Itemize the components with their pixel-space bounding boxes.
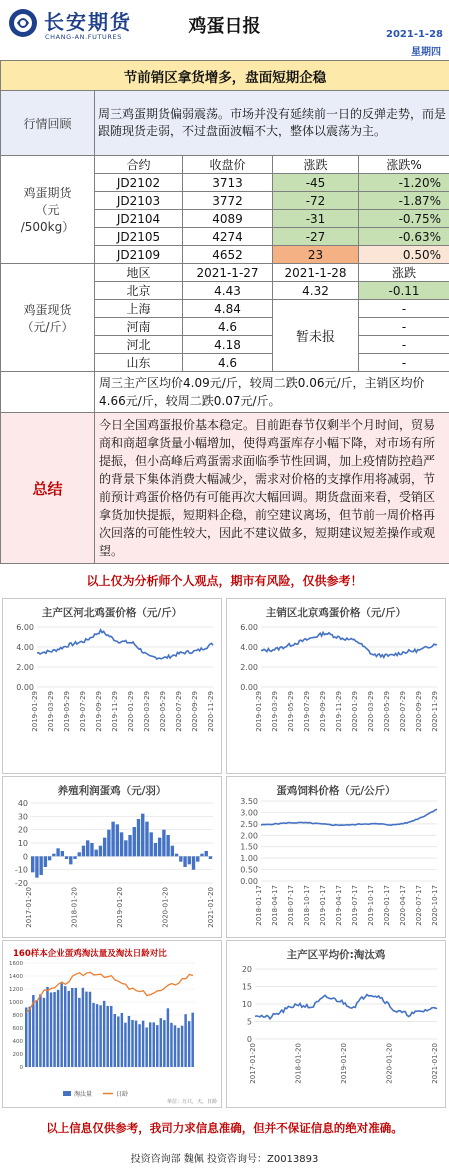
col-close: 收盘价	[183, 156, 273, 174]
analyst-disclaimer: 以上仅为分析师个人观点，期市有风险，仅供参考！	[86, 574, 363, 588]
x-tick-label: 2019-01-20	[340, 1043, 348, 1084]
y-tick-label: 20	[17, 825, 28, 835]
y-tick-label: 1200	[9, 987, 23, 993]
col-contract: 合约	[95, 156, 183, 174]
series-line	[261, 809, 437, 825]
x-tick-label: 2020-03-29	[367, 691, 375, 732]
col-date2: 2021-1-28	[273, 264, 359, 282]
profit-bar	[128, 835, 131, 856]
spot-change-cell: -	[359, 336, 449, 354]
profit-bar	[65, 856, 68, 859]
y-tick-label: 3.50	[240, 797, 258, 806]
x-tick-label: 2018-01-17	[255, 885, 263, 926]
chart-culling-volume	[2, 940, 222, 1108]
summary-row	[1, 413, 449, 564]
x-tick-label: 2020-10-17	[431, 885, 439, 926]
culling-bar	[191, 1013, 193, 1067]
report-weekday: 星期四	[411, 47, 441, 58]
culling-bar	[60, 983, 62, 1067]
y-tick-label: 200	[12, 1052, 23, 1058]
profit-bar	[200, 854, 203, 857]
x-tick-label: 2021-01-20	[207, 887, 215, 928]
futures-label-line2: （元	[35, 203, 60, 217]
x-tick-label: 2019-01-29	[31, 691, 39, 732]
x-tick-label: 2019-11-29	[335, 691, 343, 732]
price-cell: 4.32	[273, 282, 359, 300]
x-tick-label: 2020-07-29	[175, 691, 183, 732]
x-tick-label: 2018-01-20	[70, 887, 79, 928]
x-tick-label: 2017-01-20	[249, 1043, 257, 1084]
y-tick-label: 4.00	[240, 643, 258, 652]
x-tick-label: 2018-04-17	[271, 885, 279, 926]
y-tick-label: -10	[14, 865, 28, 875]
y-tick-label: 10	[17, 839, 28, 848]
region-cell: 山东	[95, 354, 183, 372]
culling-bar	[160, 1018, 162, 1067]
region-cell: 上海	[95, 300, 183, 318]
x-tick-label: 2019-11-29	[111, 691, 119, 732]
x-tick-label: 2018-10-17	[303, 885, 311, 926]
culling-bar	[131, 1020, 133, 1067]
culling-bar	[71, 988, 73, 1067]
chart-breeding-profit	[2, 776, 222, 938]
x-tick-label: 2019-01-17	[319, 885, 327, 926]
close-cell: 4089	[183, 210, 273, 228]
y-tick-label: 400	[12, 1039, 23, 1045]
spot-label	[1, 264, 95, 372]
futures-label-line3: /500kg）	[20, 220, 75, 234]
spot-note: 周三主产区均价4.09元/斤，较周二跌0.06元/斤，主销区均价4.66元/斤，较周二跌0.07元/斤。	[95, 372, 449, 413]
x-tick-label: 2020-01-20	[161, 887, 170, 928]
culling-bar	[184, 1014, 186, 1067]
culling-bar	[29, 1007, 31, 1067]
profit-bar	[78, 852, 81, 856]
profit-bar	[145, 822, 148, 857]
profit-bar	[116, 824, 119, 856]
y-tick-label: 2.00	[240, 663, 258, 672]
legend-label: 日龄	[116, 1091, 129, 1098]
x-tick-label: 2020-03-29	[143, 691, 151, 732]
profit-bar	[205, 851, 208, 856]
culling-bar	[167, 1008, 169, 1067]
culling-bar	[92, 1003, 94, 1067]
profit-bar	[44, 856, 47, 867]
y-tick-label: 1.00	[240, 854, 258, 864]
chart-title: 主产区平均价:淘汰鸡	[286, 949, 386, 961]
y-tick-label: 4.00	[16, 643, 34, 652]
y-tick-label: 15	[241, 982, 252, 992]
culling-bar	[138, 1024, 140, 1067]
culling-bar	[114, 1014, 116, 1067]
culling-bar	[99, 1005, 101, 1067]
change-cell: -31	[273, 210, 359, 228]
y-tick-label: 1.50	[240, 842, 258, 852]
culling-bar	[124, 1023, 126, 1067]
x-tick-label: 2019-07-17	[351, 885, 359, 926]
profit-bar	[94, 850, 97, 857]
region-cell: 北京	[95, 282, 183, 300]
profit-bar	[86, 840, 89, 856]
culling-bar	[163, 1020, 165, 1067]
summary-label: 总结	[1, 413, 95, 564]
close-cell: 3772	[183, 192, 273, 210]
spot-change-cell: -0.11	[359, 282, 449, 300]
x-tick-label: 2018-01-20	[294, 1043, 303, 1084]
logo-subtext: CHANG-AN.FUTURES	[45, 33, 122, 41]
series-line	[37, 630, 213, 659]
series-line	[255, 995, 437, 1019]
col-change: 涨跌	[273, 156, 359, 174]
profit-bar	[162, 830, 165, 857]
culling-bar	[78, 998, 80, 1067]
profit-bar	[103, 838, 106, 857]
review-text: 周三鸡蛋期货偏弱震荡。市场并没有延续前一日的反弹走势，而是跟随现货走弱，不过盘面波幅不大，整体以震荡为主。	[95, 91, 449, 156]
summary-text: 今日全国鸡蛋报价基本稳定。目前距春节仅剩半个月时间，贸易商和商超拿货量小幅增加，使得鸡蛋库存小幅下降，对市场有所提振，但小高峰后鸡蛋需求面临季节性回调，加上疫情防控趋严的背景下集体消费大幅减少，需求对价格的支撑作用将减弱，节前预计鸡蛋价格仍有可能再次大幅回调。期货盘面来看，受销区拿货加快提振，短期料企稳，前空建议离场，但节前一周价格再次回落的可能性较大，因此不建议做多，短期建议短差操作或观望。	[95, 413, 449, 564]
x-tick-label: 2020-01-17	[383, 885, 391, 926]
profit-bar	[192, 856, 195, 869]
futures-label-line1: 鸡蛋期货	[23, 186, 72, 200]
culling-bar	[145, 1028, 147, 1067]
x-tick-label: 2020-01-29	[127, 691, 135, 732]
x-tick-label: 2019-03-29	[271, 691, 279, 732]
x-tick-label: 2020-11-29	[431, 691, 439, 732]
pct-cell: -1.20%	[359, 174, 449, 192]
y-tick-label: 30	[17, 812, 28, 822]
y-tick-label: 40	[17, 799, 28, 808]
y-tick-label: 10	[241, 1000, 252, 1009]
pct-cell: 0.50%	[359, 246, 449, 264]
x-tick-label: 2020-07-29	[399, 691, 407, 732]
headline: 节前销区拿货增多，盘面短期企稳	[1, 61, 449, 91]
contract-cell: JD2102	[95, 174, 183, 192]
culling-bar	[135, 1021, 137, 1067]
profit-bar	[179, 856, 182, 861]
x-tick-label: 2020-05-29	[383, 691, 391, 732]
profit-bar	[150, 832, 153, 856]
close-cell: 4652	[183, 246, 273, 264]
x-tick-label: 2020-01-29	[351, 691, 359, 732]
profit-bar	[196, 856, 199, 861]
culling-bar	[57, 990, 59, 1067]
y-tick-label: 6.00	[16, 623, 34, 632]
futures-header-row	[1, 156, 449, 174]
culling-bar	[149, 1022, 151, 1067]
culling-bar	[188, 1021, 190, 1067]
x-tick-label: 2019-03-29	[47, 691, 55, 732]
spot-label-line1: 鸡蛋现货	[23, 302, 72, 317]
profit-bar	[48, 856, 51, 860]
profit-bar	[52, 854, 55, 857]
contract-cell: JD2105	[95, 228, 183, 246]
x-tick-label: 2019-05-29	[287, 691, 295, 732]
report-date: 2021-1-28	[385, 29, 443, 40]
spot-label-line2: （元/斤）	[21, 319, 74, 334]
col-region: 地区	[95, 264, 183, 282]
culling-bar	[39, 994, 41, 1067]
futures-label	[1, 156, 95, 264]
feed-svg	[227, 777, 445, 937]
x-tick-label: 2019-01-29	[255, 691, 263, 732]
region-cell: 河北	[95, 336, 183, 354]
x-tick-label: 2019-10-17	[367, 885, 375, 926]
close-cell: 4274	[183, 228, 273, 246]
review-row	[1, 91, 449, 156]
y-tick-label: 0.00	[240, 877, 258, 886]
x-tick-label: 2019-07-29	[79, 691, 87, 732]
review-label: 行情回顾	[1, 91, 95, 156]
x-tick-label: 2019-04-17	[335, 885, 343, 926]
culling-bar	[121, 1013, 123, 1067]
logo-text: 长安期货	[44, 10, 132, 34]
x-tick-label: 2020-11-29	[207, 691, 215, 732]
chart-title: 主产区河北鸡蛋价格（元/斤）	[41, 607, 183, 619]
profit-bar	[56, 848, 59, 856]
y-tick-label: 2.00	[240, 831, 258, 841]
x-tick-label: 2019-01-20	[116, 887, 124, 928]
y-tick-label: 0	[246, 1035, 252, 1044]
y-tick-label: 20	[241, 965, 252, 974]
profit-bar	[158, 838, 161, 857]
y-tick-label: 1600	[9, 961, 23, 967]
y-tick-label: 5	[246, 1017, 252, 1027]
pct-cell: -0.63%	[359, 228, 449, 246]
x-tick-label: 2019-09-29	[95, 691, 103, 732]
y-tick-label: 2.50	[240, 819, 258, 829]
y-tick-label: 3.00	[240, 808, 258, 818]
x-tick-label: 2020-05-29	[159, 691, 167, 732]
chart-title: 160样本企业蛋鸡淘汰量及淘汰日龄对比	[13, 949, 167, 959]
profit-bar	[90, 843, 93, 856]
chart-hebei-egg-price	[2, 598, 222, 774]
y-tick-label: 1000	[9, 1000, 23, 1006]
profit-bar	[120, 832, 123, 856]
y-tick-label: 0.00	[240, 683, 258, 692]
x-tick-label: 2020-09-29	[191, 691, 199, 732]
region-cell: 河南	[95, 318, 183, 336]
profit-bar	[137, 819, 140, 856]
culling-bar	[64, 986, 66, 1067]
y-tick-label: 2.00	[16, 663, 34, 672]
culling-bar	[181, 1026, 183, 1067]
spot-change-cell: -	[359, 354, 449, 372]
profit-bar	[111, 822, 114, 857]
culling-bar	[153, 1022, 155, 1067]
culling-bar	[106, 1006, 108, 1067]
chart-title: 养殖利润蛋鸡（元/羽）	[57, 785, 167, 797]
culling-bar	[110, 1006, 112, 1067]
spot-note-row	[1, 372, 449, 413]
culling-bar	[36, 1000, 38, 1067]
profit-bar	[166, 835, 169, 856]
profit-bar	[82, 846, 85, 857]
beijing-price-svg	[227, 599, 445, 773]
legend-label: 淘汰量	[74, 1091, 93, 1098]
report-header	[0, 0, 449, 58]
culling-bar	[89, 992, 91, 1067]
culled-hen-svg	[227, 941, 445, 1107]
culling-svg	[3, 941, 221, 1107]
profit-bar	[124, 840, 127, 856]
chart-beijing-egg-price	[226, 598, 446, 774]
contract-cell: JD2103	[95, 192, 183, 210]
y-tick-label: 800	[12, 1013, 23, 1019]
change-cell: -72	[273, 192, 359, 210]
change-cell: 23	[273, 246, 359, 264]
spot-change-cell: -	[359, 318, 449, 336]
culling-bar	[85, 992, 87, 1067]
y-tick-label: 1400	[9, 974, 23, 980]
profit-bar	[154, 843, 157, 856]
price-cell: 4.43	[183, 282, 273, 300]
profit-bar	[107, 830, 110, 857]
y-tick-label: 6.00	[240, 623, 258, 632]
profit-bar	[133, 827, 136, 856]
profit-bar	[209, 856, 212, 859]
culling-bar	[32, 995, 34, 1067]
culling-bar	[128, 1016, 130, 1067]
culling-bar	[53, 992, 55, 1067]
contract-cell: JD2109	[95, 246, 183, 264]
profit-svg	[3, 777, 221, 937]
col-spot-change: 涨跌	[359, 264, 449, 282]
contact-info: 投资咨询部 魏佩 投资咨询号：Z0013893	[130, 1154, 319, 1165]
x-tick-label: 2018-07-17	[287, 885, 295, 926]
col-pct: 涨跌%	[359, 156, 449, 174]
culling-bar	[68, 991, 70, 1067]
chart-feed-price	[226, 776, 446, 938]
chart-title: 主销区北京鸡蛋价格（元/斤）	[265, 607, 407, 619]
daily-report-table	[0, 60, 449, 564]
profit-bar	[171, 846, 174, 857]
profit-bar	[99, 846, 102, 857]
culling-bar	[103, 1001, 105, 1067]
x-tick-label: 2021-01-20	[431, 1043, 439, 1084]
culling-bar	[177, 1028, 179, 1067]
profit-bar	[35, 856, 38, 877]
y-tick-label: 0	[22, 852, 28, 862]
price-cell: 4.6	[183, 318, 273, 336]
y-tick-label: 0.50	[240, 865, 258, 875]
profit-bar	[183, 856, 186, 867]
info-disclaimer: 以上信息仅供参考，我司力求信息准确，但并不保证信息的绝对准确。	[46, 1121, 403, 1135]
legend-swatch-bar	[63, 1091, 71, 1096]
price-cell: 4.6	[183, 354, 273, 372]
profit-bar	[31, 856, 34, 872]
culling-bar	[170, 1023, 172, 1067]
report-title: 鸡蛋日报	[188, 16, 261, 37]
change-cell: -45	[273, 174, 359, 192]
col-date1: 2021-1-27	[183, 264, 273, 282]
y-tick-label: 0.00	[16, 683, 34, 692]
y-tick-label: 600	[12, 1026, 23, 1032]
culling-bar	[156, 1025, 158, 1067]
chart-title: 蛋鸡饲料价格（元/公斤）	[276, 785, 396, 797]
profit-bar	[69, 856, 72, 864]
culling-bar	[43, 998, 45, 1067]
x-tick-label: 2020-04-17	[399, 885, 407, 926]
culling-bar	[174, 1025, 176, 1067]
x-tick-label: 2020-07-17	[415, 885, 423, 926]
culling-bar	[96, 1004, 98, 1067]
x-tick-label: 2020-01-20	[385, 1043, 394, 1084]
change-cell: -27	[273, 228, 359, 246]
profit-bar	[141, 814, 144, 857]
profit-bar	[73, 856, 76, 859]
culling-bar	[117, 1016, 119, 1067]
pct-cell: -1.87%	[359, 192, 449, 210]
x-tick-label: 2020-09-29	[415, 691, 423, 732]
profit-bar	[39, 856, 42, 875]
culling-bar	[25, 1007, 27, 1067]
x-tick-label: 2017-01-20	[25, 887, 33, 928]
series-line	[261, 632, 437, 657]
profit-bar	[188, 856, 191, 864]
close-cell: 3713	[183, 174, 273, 192]
spot-header-row	[1, 264, 449, 282]
x-tick-label: 2019-09-29	[319, 691, 327, 732]
price-cell: 4.84	[183, 300, 273, 318]
spot-change-cell: -	[359, 300, 449, 318]
y-tick-label: 0	[19, 1065, 23, 1071]
pct-cell: -0.75%	[359, 210, 449, 228]
price-cell: 4.18	[183, 336, 273, 354]
culling-bar	[46, 987, 48, 1067]
headline-row	[1, 61, 449, 91]
culling-bar	[50, 992, 52, 1067]
contract-cell: JD2104	[95, 210, 183, 228]
culling-bar	[75, 988, 77, 1067]
hebei-price-svg	[3, 599, 221, 773]
x-tick-label: 2019-07-29	[303, 691, 311, 732]
chart-culled-hen-price	[226, 940, 446, 1108]
spot-note-spacer	[1, 372, 95, 413]
not-reported-cell: 暂未报	[273, 300, 359, 372]
legend-note: 单位：万只，天，日龄	[166, 1099, 217, 1105]
y-tick-label: -20	[14, 879, 28, 888]
profit-bar	[175, 854, 178, 857]
x-tick-label: 2019-05-29	[63, 691, 71, 732]
profit-bar	[61, 851, 64, 856]
culling-bar	[82, 988, 84, 1067]
culling-bar	[142, 1021, 144, 1067]
